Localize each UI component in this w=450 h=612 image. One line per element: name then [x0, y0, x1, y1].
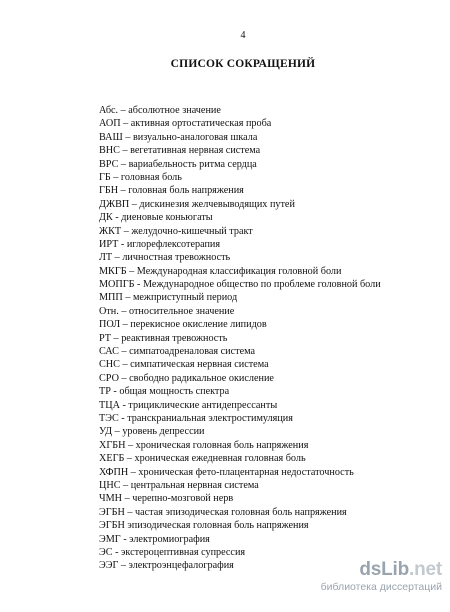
abbreviation-item: ЧМН – черепно-мозговой нерв — [99, 493, 234, 505]
abbreviation-item: ДК - диеновые коньюгаты — [99, 212, 213, 224]
abbreviation-item: МОПГБ - Международное общество по проблеме головной боли — [99, 279, 381, 291]
abbreviation-item: ВНС – вегетативная нервная система — [99, 145, 261, 157]
watermark-logo-accent: .net — [409, 559, 442, 580]
abbreviation-item: ГБН – головная боль напряжения — [99, 185, 244, 197]
abbreviation-item: УД – уровень депрессии — [99, 426, 205, 438]
page-number: 4 — [240, 30, 246, 41]
abbreviation-item: ХГБН – хроническая головная боль напряжения — [99, 439, 309, 451]
abbreviation-item: ЭМГ - электромиография — [99, 533, 210, 545]
abbreviation-item: РТ – реактивная тревожность — [99, 332, 228, 344]
abbreviation-item: ЭГБН эпизодическая головная боль напряжения — [99, 520, 309, 532]
abbreviation-item: МПП – межприступный период — [99, 292, 238, 304]
abbreviation-item: СНС – симпатическая нервная система — [99, 359, 269, 371]
abbreviation-item: ХФПН – хроническая фето-плацентарная недостаточность — [99, 466, 354, 478]
abbreviation-item: ИРТ - иглорефлексотерапия — [99, 238, 221, 250]
abbreviation-item: ЭЭГ – электроэнцефалография — [99, 560, 234, 572]
abbreviation-item: ХЕГБ – хроническая ежедневная головная боль — [99, 453, 306, 465]
abbreviation-item: Абс. – абсолютное значение — [99, 105, 221, 116]
watermark-logo-main: dsLib — [359, 559, 410, 580]
abbreviation-item: АОП – активная ортостатическая проба — [99, 118, 272, 130]
site-watermark — [321, 560, 442, 594]
abbreviation-item: МКГБ – Международная классификация головной боли — [99, 265, 342, 277]
abbreviation-item: ТЭС - транскраниальная электростимуляция — [99, 412, 293, 424]
abbreviation-item: СРО – свободно радикальное окисление — [99, 372, 274, 384]
abbreviation-item: ТР - общая мощность спектра — [99, 386, 230, 398]
abbreviation-item: ЭС - экстероцептивная супрессия — [99, 546, 246, 558]
watermark-logo — [321, 560, 442, 580]
abbreviation-item: ГБ – головная боль — [99, 171, 182, 183]
watermark-subtitle: библиотека диссертаций — [320, 581, 442, 593]
abbreviation-item: ТЦА - трициклические антидепрессанты — [99, 399, 278, 411]
abbreviation-item: ВАШ – визуально-аналоговая шкала — [99, 131, 258, 143]
abbreviation-list — [99, 104, 381, 573]
abbreviation-item: ПОЛ – перекисное окисление липидов — [99, 319, 267, 331]
abbreviation-item: ВРС – вариабельность ритма сердца — [99, 158, 257, 170]
abbreviation-item: ЛТ – личностная тревожность — [99, 252, 231, 264]
abbreviation-item: Отн. – относительное значение — [99, 305, 235, 317]
abbreviation-item: ЖКТ – желудочно-кишечный тракт — [99, 225, 253, 237]
abbreviation-item: ЭГБН – частая эпизодическая головная боль напряжения — [99, 506, 347, 518]
abbreviation-item: САС – симпатоадреналовая система — [99, 346, 256, 358]
abbreviation-item: ДЖВП – дискинезия желчевыводящих путей — [99, 198, 295, 210]
abbreviation-item: ЦНС – центральная нервная система — [99, 479, 259, 491]
page-title: СПИСОК СОКРАЩЕНИЙ — [170, 58, 316, 70]
